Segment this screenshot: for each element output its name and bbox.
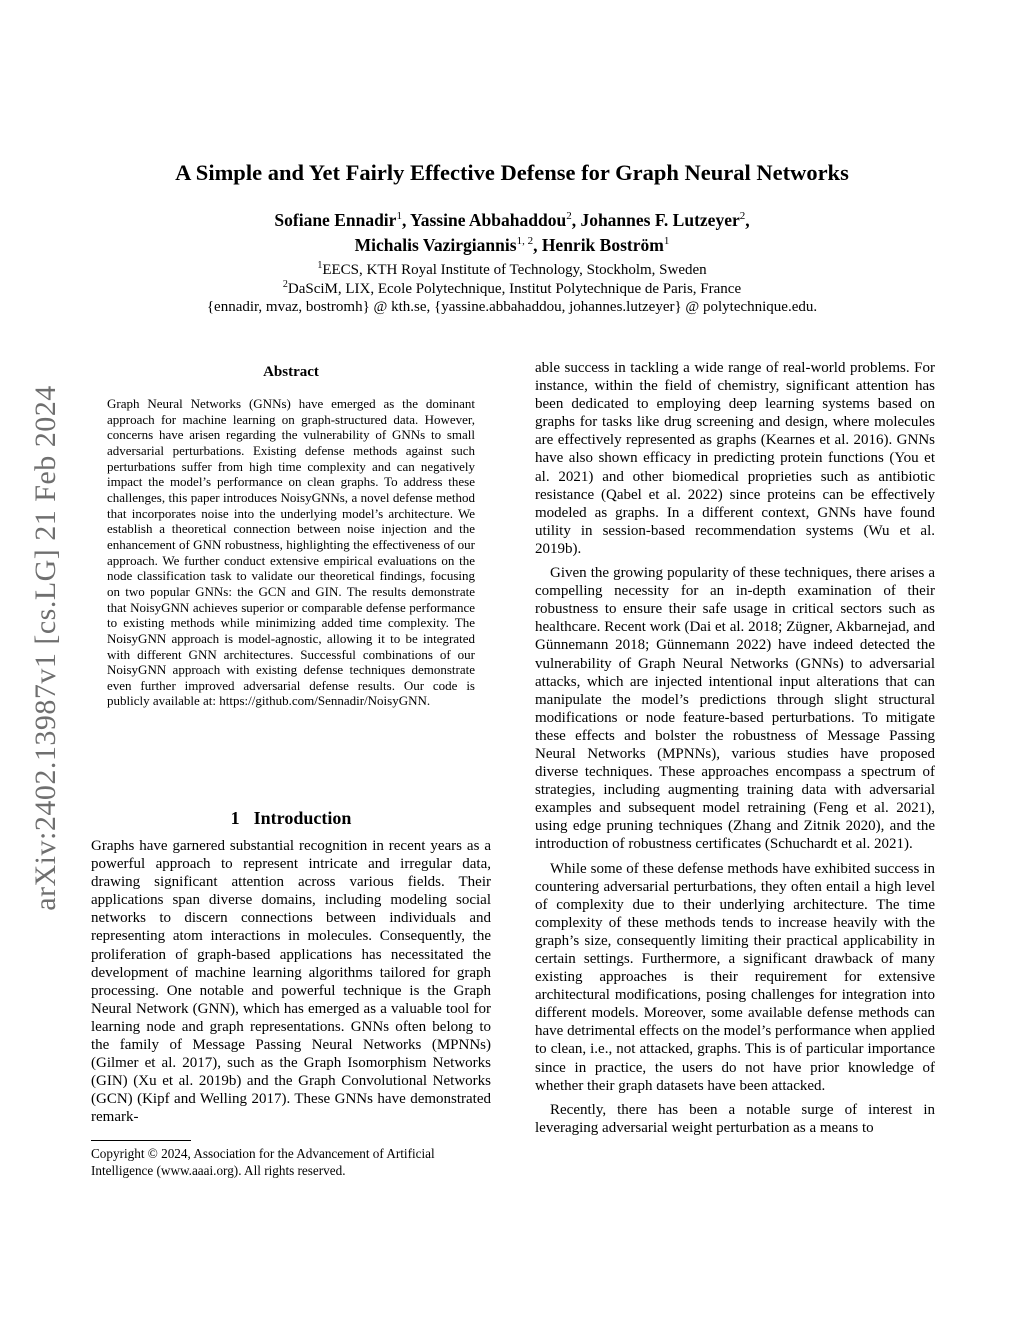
- author-name: , Henrik Boström: [533, 235, 664, 255]
- affiliations: [0, 261, 1024, 317]
- affiliation-1: $^1$EECS, KTH Royal Institute of Technology, Stockholm, Sweden: [317, 260, 707, 278]
- author-affil-mark: 2: [739, 210, 746, 223]
- author-affil-mark: 2: [566, 210, 572, 223]
- author-separator: ,: [745, 210, 750, 230]
- left-column-body: [91, 837, 491, 1127]
- abstract-text: Graph Neural Networks (GNNs) have emerged as the dominant approach for machine learning on graph-structured data. However, concerns have arisen regarding the vulnerability of GNNs to small adversarial perturbations. Existing defense methods against such perturbations suffer from high time complexity and can negatively impact the model’s performance on clean graphs. To address these challenges, this paper introduces NoisyGNNs, a novel defense method that incorporates noise into the underlying model’s architecture. We establish a theoretical connection between noise injection and the enhancement of GNN robustness, highlighting the effectiveness of our approach. We further conduct extensive empirical evaluations on the node classification task to validate our theoretical findings, focusing on two popular GNNs: the GCN and GIN. The results demonstrate that NoisyGNN achieves superior or comparable defense performance to existing methods while minimizing added time complexity. The NoisyGNN approach is model-agnostic, allowing it to be integrated with different GNN architectures. Successful combinations of our NoisyGNN approach with existing defense techniques demonstrate even further improved adversarial defense results. Our code is publicly available at: https://github.com/Sennadir/NoisyGNN.: [107, 396, 475, 709]
- author-affil-mark: 1: [663, 235, 670, 248]
- intro-paragraph-continued: able success in tackling a wide range of real-world problems. For instance, within the field of chemistry, significant attention has been dedicated to employing deep learning systems based on graphs for tasks like drug screening and design, where molecules are effectively represented as graphs (Kearnes et al. 2016). GNNs have also shown efficacy in predicting protein functions (You et al. 2021) and other biomedical proprieties such as antibiotic resistance (Qabel et al. 2022) since proteins can be effectively modeled as graphs. In a different context, GNNs have found utility in session-based recommendation systems (Wu et al. 2019b).: [535, 360, 935, 557]
- section-title: Introduction: [253, 808, 352, 828]
- author-affil-mark: 1: [396, 210, 402, 223]
- copyright-footnote: Copyright © 2024, Association for the Advancement of Artificial Intelligence (www.aaai.org). All rights reserved.: [91, 1146, 435, 1178]
- intro-paragraph-1: Graphs have garnered substantial recognition in recent years as a powerful approach to represent intricate and irregular data, drawing significant attention across various fields. Their applications span diverse domains, including modeling social networks to discern connections between individuals and representing atom interactions in molecules. Consequently, the proliferation of graph-based applications has necessitated the development of machine learning algorithms tailored for graph processing. One notable and powerful technique is the Graph Neural Network (GNN), which has emerged as a valuable tool for learning node and graph representations. GNNs often belong to the family of Message Passing Neural Networks (MPNNs) (Gilmer et al. 2017), such as the Graph Isomorphism Networks (GIN) (Xu et al. 2019b) and the Graph Convolutional Networks (GCN) (Kipf and Welling 2017). These GNNs have demonstrated remark-: [91, 838, 491, 1126]
- author-name: , Yassine Abbahaddou: [401, 210, 567, 230]
- abstract-heading: Abstract: [263, 364, 319, 380]
- section-number: 1: [230, 808, 240, 828]
- author-line-2: [0, 233, 1024, 258]
- author-list: [0, 208, 1024, 258]
- paper-title: A Simple and Yet Fairly Effective Defense for Graph Neural Networks: [175, 160, 849, 185]
- author-name: Sofiane Ennadir: [274, 210, 397, 230]
- affiliation-2: $^2$DaSciM, LIX, Ecole Polytechnique, Institut Polytechnique de Paris, France: [282, 278, 742, 297]
- section-heading-introduction: [91, 808, 491, 829]
- arxiv-sidebar-stamp: [20, 350, 72, 946]
- footnote-divider: [91, 1140, 191, 1141]
- intro-paragraph-2: Given the growing popularity of these techniques, there arises a compelling necessity for an in-depth examination of their robustness to ensure their safe usage in critical sectors such as healthcare. Recent work (Dai et al. 2018; Zügner, Akbarnejad, and Günnemann 2018; Günnemann 2022) have indeed detected the vulnerability of Graph Neural Networks (GNNs) to adversarial attacks, which are injected intentional input alterations that can manipulate the model’s predictions through slight structural modifications or node feature-based perturbations. To mitigate these effects and bolster the robustness of Message Passing Neural Networks (MPNNs), various studies have proposed diverse techniques. These approaches encompass a spectrum of strategies, including augmenting training data with adversarial examples and subsequent model retraining (Feng et al. 2021), using edge pruning techniques (Zhang and Zitnik 2020), and the introduction of robustness certificates (Schuchardt et al. 2021).: [535, 565, 935, 853]
- author-line-1: [0, 208, 1024, 233]
- author-name: Michalis Vazirgiannis: [354, 235, 517, 255]
- author-name: , Johannes F. Lutzeyer: [571, 210, 740, 230]
- author-affil-mark: 1, 2: [516, 235, 534, 248]
- intro-paragraph-4: Recently, there has been a notable surge of interest in leveraging adversarial weight perturbation as a means to: [535, 1101, 935, 1136]
- right-column-body: [535, 359, 935, 1137]
- author-emails: {ennadir, mvaz, bostromh} @ kth.se, {yassine.abbahaddou, johannes.lutzeyer} @ polytechnique.edu.: [206, 299, 818, 315]
- intro-paragraph-3: While some of these defense methods have exhibited success in countering adversarial perturbations, they often entail a high level of complexity due to their underlying architecture. The time complexity of these methods tends to increase heavily with the graph’s size, consequently limiting their practical applicability in certain settings. Furthermore, a significant drawback of many existing approaches is their requirement for extensive architectural modifications, posing challenges for integration into different models. Moreover, some available defense methods can have detrimental effects on the model’s performance when applied to clean, i.e., not attacked, graphs. This is of particular importance since in practice, the users do not have prior knowledge of whether their graph datasets have been attacked.: [535, 860, 935, 1094]
- arxiv-identifier: arXiv:2402.13987v1 [cs.LG] 21 Feb 2024: [29, 385, 63, 911]
